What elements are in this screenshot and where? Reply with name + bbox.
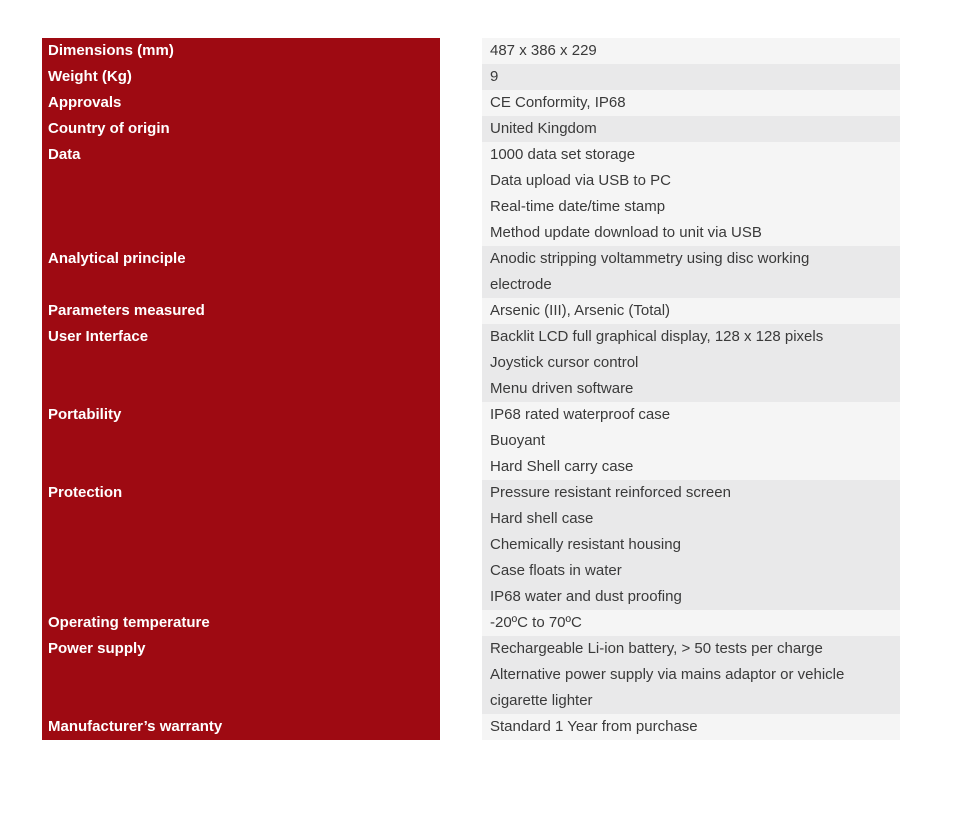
spec-value: IP68 rated waterproof case: [490, 406, 671, 423]
column-gap: [440, 298, 482, 324]
spec-value-cell: [482, 64, 900, 90]
spec-label-cell: [42, 246, 440, 298]
spec-row: [42, 38, 900, 64]
spec-row: [42, 142, 900, 246]
spec-label-cell: [42, 714, 440, 740]
specification-table: [42, 38, 900, 740]
column-gap: [440, 38, 482, 64]
spec-label: Data: [48, 146, 81, 163]
spec-value: cigarette lighter: [490, 692, 593, 709]
spec-value: Chemically resistant housing: [490, 536, 681, 553]
spec-row: [42, 298, 900, 324]
spec-value: Alternative power supply via mains adaptor or vehicle: [490, 666, 845, 683]
spec-value-cell: [482, 714, 900, 740]
spec-value: Buoyant: [490, 432, 546, 449]
spec-value: Hard Shell carry case: [490, 458, 634, 475]
spec-value: Joystick cursor control: [490, 354, 639, 371]
spec-row: [42, 636, 900, 714]
column-gap: [440, 116, 482, 142]
spec-value-cell: [482, 324, 900, 402]
spec-label: Manufacturer’s warranty: [48, 718, 223, 735]
spec-value: CE Conformity, IP68: [490, 94, 626, 111]
spec-label-cell: [42, 90, 440, 116]
column-gap: [440, 324, 482, 402]
spec-label: Weight (Kg): [48, 68, 132, 85]
column-gap: [440, 142, 482, 246]
column-gap: [440, 714, 482, 740]
spec-label-cell: [42, 64, 440, 90]
spec-value-cell: [482, 636, 900, 714]
spec-value: 1000 data set storage: [490, 146, 636, 163]
spec-value-cell: [482, 246, 900, 298]
spec-label-cell: [42, 324, 440, 402]
spec-value-cell: [482, 610, 900, 636]
spec-row: [42, 64, 900, 90]
spec-value: Rechargeable Li-ion battery, > 50 tests per charge: [490, 640, 823, 657]
column-gap: [440, 402, 482, 480]
spec-value: Hard shell case: [490, 510, 594, 527]
spec-row: [42, 402, 900, 480]
column-gap: [440, 480, 482, 610]
spec-value: 487 x 386 x 229: [490, 42, 597, 59]
spec-label: Protection: [48, 484, 123, 501]
column-gap: [440, 64, 482, 90]
spec-value: Case floats in water: [490, 562, 622, 579]
spec-value: -20ºC to 70ºC: [490, 614, 582, 631]
spec-row: [42, 324, 900, 402]
spec-value-cell: [482, 298, 900, 324]
spec-label-cell: [42, 402, 440, 480]
spec-row: [42, 116, 900, 142]
spec-row: [42, 90, 900, 116]
spec-label-cell: [42, 116, 440, 142]
spec-value-cell: [482, 90, 900, 116]
column-gap: [440, 610, 482, 636]
column-gap: [440, 636, 482, 714]
spec-row: [42, 246, 900, 298]
spec-value: Data upload via USB to PC: [490, 172, 671, 189]
spec-value-cell: [482, 480, 900, 610]
spec-label-cell: [42, 38, 440, 64]
spec-value: Arsenic (III), Arsenic (Total): [490, 302, 671, 319]
spec-row: [42, 714, 900, 740]
spec-row: [42, 480, 900, 610]
spec-label-cell: [42, 142, 440, 246]
spec-value: IP68 water and dust proofing: [490, 588, 682, 605]
spec-label-cell: [42, 298, 440, 324]
spec-label: Analytical principle: [48, 250, 186, 267]
spec-label: Portability: [48, 406, 122, 423]
spec-value-cell: [482, 142, 900, 246]
spec-label: Country of origin: [48, 120, 170, 137]
spec-value: Pressure resistant reinforced screen: [490, 484, 731, 501]
spec-value: Standard 1 Year from purchase: [490, 718, 698, 735]
spec-label: Approvals: [48, 94, 122, 111]
spec-value: Real-time date/time stamp: [490, 198, 666, 215]
spec-label-cell: [42, 610, 440, 636]
column-gap: [440, 90, 482, 116]
spec-label: Operating temperature: [48, 614, 210, 631]
spec-label: Power supply: [48, 640, 146, 657]
spec-label: User Interface: [48, 328, 149, 345]
spec-value: Anodic stripping voltammetry using disc working: [490, 250, 810, 267]
spec-value: electrode: [490, 276, 552, 293]
spec-value: Menu driven software: [490, 380, 634, 397]
spec-label: Parameters measured: [48, 302, 205, 319]
column-gap: [440, 246, 482, 298]
spec-value: 9: [490, 68, 499, 85]
spec-value-cell: [482, 116, 900, 142]
spec-value: Backlit LCD full graphical display, 128 x 128 pixels: [490, 328, 824, 345]
spec-value: Method update download to unit via USB: [490, 224, 762, 241]
spec-value-cell: [482, 38, 900, 64]
spec-label-cell: [42, 636, 440, 714]
spec-label-cell: [42, 480, 440, 610]
spec-row: [42, 610, 900, 636]
spec-value-cell: [482, 402, 900, 480]
spec-value: United Kingdom: [490, 120, 597, 137]
spec-label: Dimensions (mm): [48, 42, 174, 59]
